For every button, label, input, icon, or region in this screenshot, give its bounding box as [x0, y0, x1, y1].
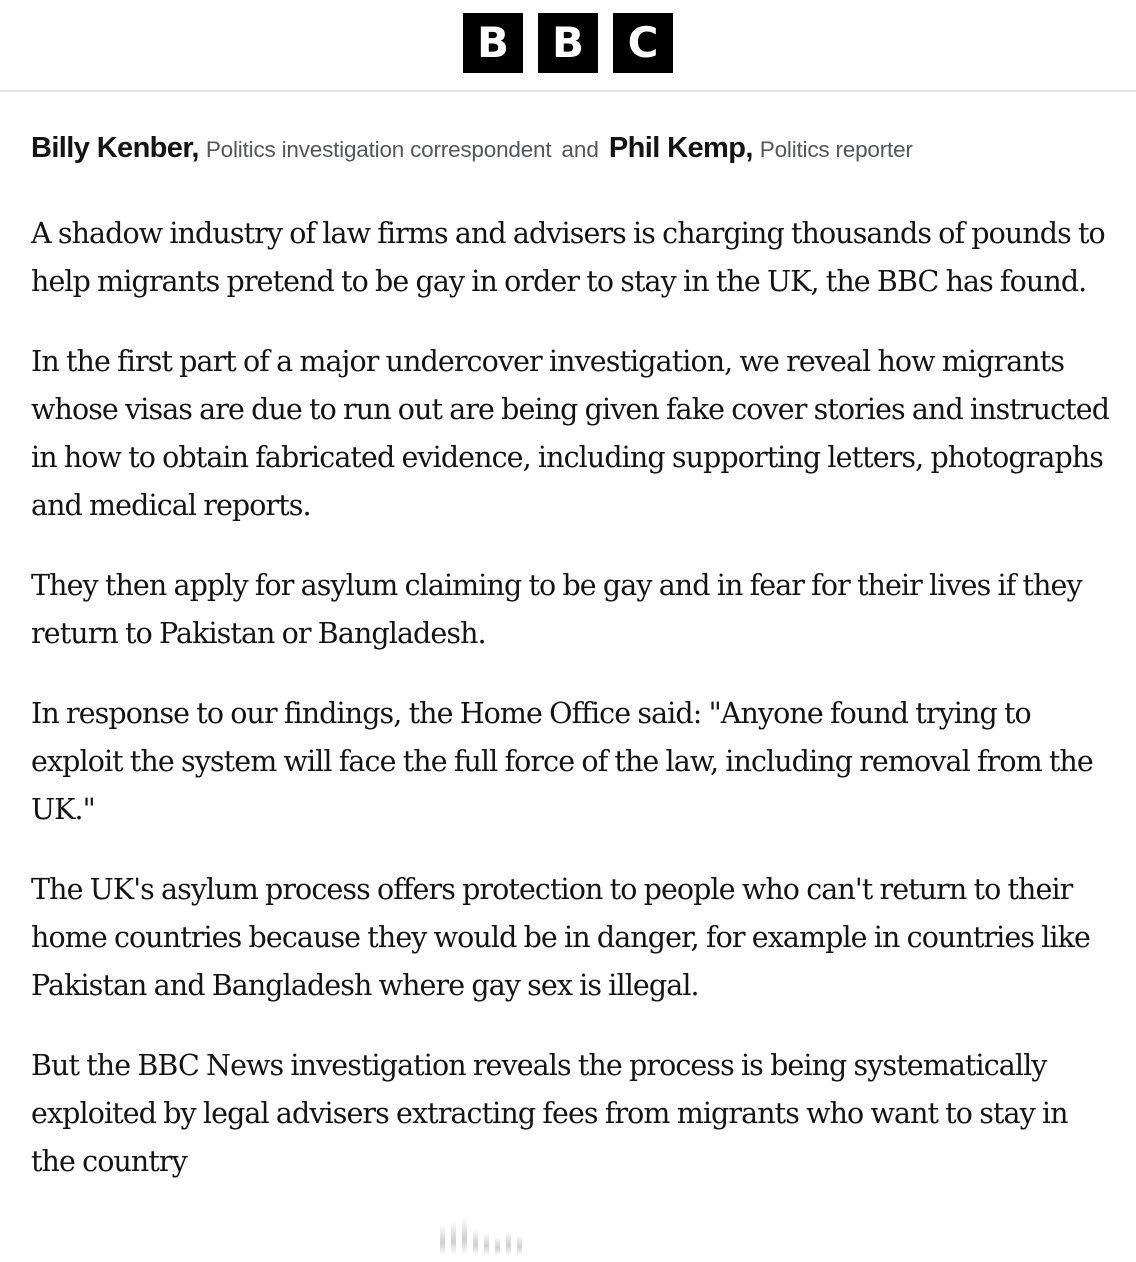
watermark-bar [451, 1221, 456, 1255]
watermark-bar [484, 1233, 489, 1255]
logo-block-b2: B [538, 13, 598, 73]
author-name: Phil Kemp, [608, 132, 753, 164]
watermark-bar [462, 1217, 467, 1255]
logo-block-c: C [613, 13, 673, 73]
article-body [31, 210, 1116, 1186]
byline [31, 132, 923, 165]
byline-conjunction: and [561, 137, 599, 162]
watermark-bar [495, 1237, 500, 1255]
watermark-bar [473, 1229, 478, 1255]
article-paragraph: The UK's asylum process offers protection to people who can't return to their home countries because they would be in danger, for example in countries like Pakistan and Bangladesh where gay sex is illegal. [31, 873, 1090, 1002]
article-paragraph: In response to our findings, the Home Office said: "Anyone found trying to exploit the system will face the full force of the law, including removal from the UK." [31, 697, 1093, 826]
author-name: Billy Kenber, [31, 132, 199, 164]
article-paragraph: But the BBC News investigation reveals the process is being systematically exploited by legal advisers extracting fees from migrants who want to stay in the country [31, 1049, 1068, 1178]
author-role: Politics investigation correspondent [205, 137, 552, 162]
watermark-overlay [440, 1215, 695, 1255]
watermark-bar [440, 1225, 445, 1255]
article-paragraph: They then apply for asylum claiming to be gay and in fear for their lives if they return to Pakistan or Bangladesh. [31, 569, 1082, 650]
article-paragraph: In the first part of a major undercover investigation, we reveal how migrants whose visas are due to run out are being given fake cover stories and instructed in how to obtain fabricated evidence, including supporting letters, photographs and medical reports. [31, 345, 1110, 522]
logo-block-b1: B [463, 13, 523, 73]
masthead [0, 0, 1136, 92]
watermark-bar [517, 1235, 522, 1255]
author-role: Politics reporter [759, 137, 913, 162]
bbc-logo[interactable] [463, 13, 673, 73]
watermark-bar [506, 1231, 511, 1255]
article-paragraph: A shadow industry of law firms and advisers is charging thousands of pounds to help migrants pretend to be gay in order to stay in the UK, the BBC has found. [31, 217, 1105, 298]
